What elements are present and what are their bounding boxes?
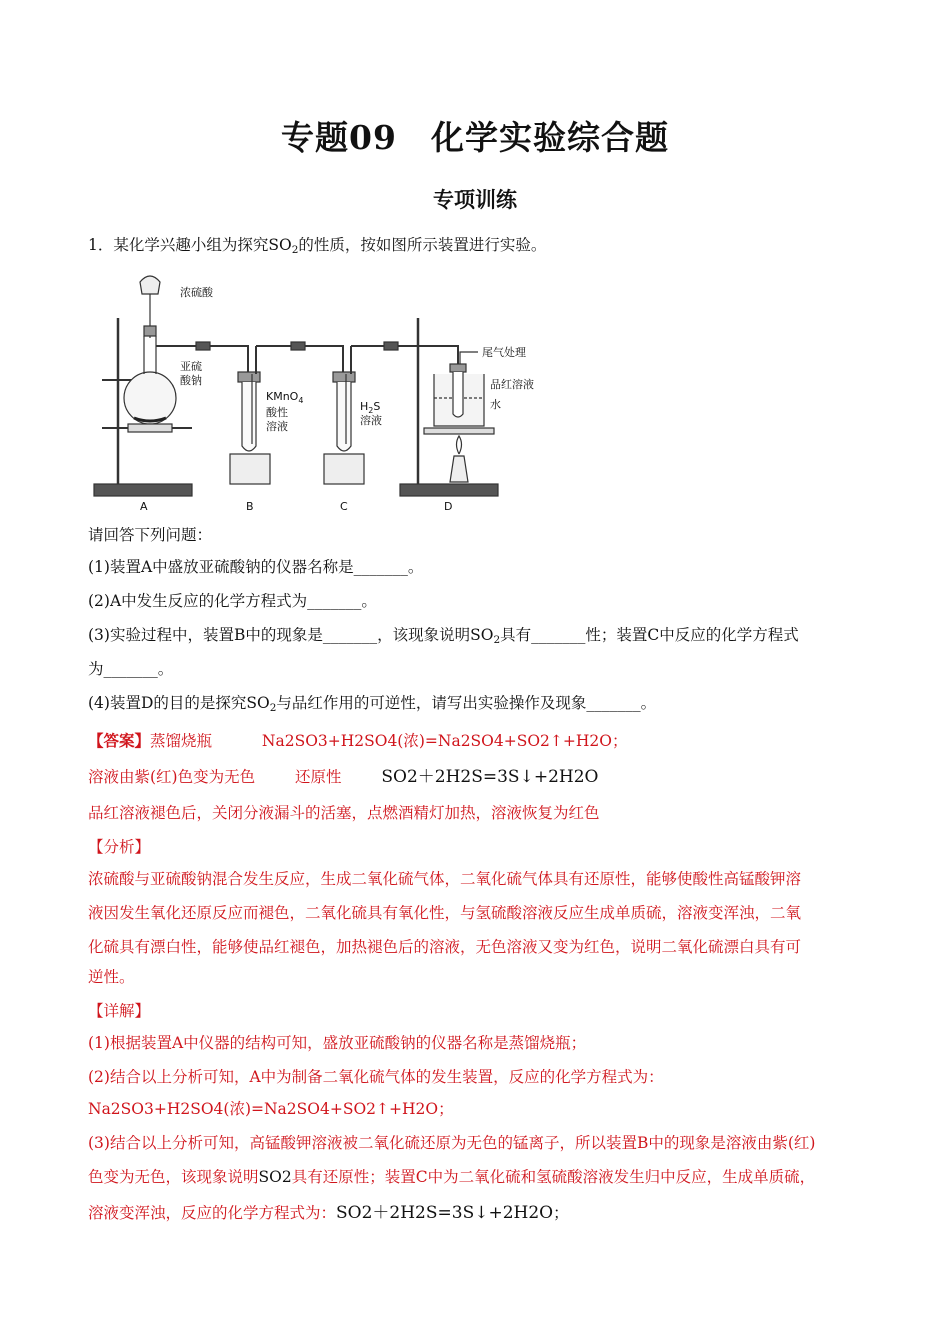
- analysis-line: 化硫具有漂白性，能够使品红褪色，加热褪色后的溶液，无色溶液又变为红色，说明二氧化硫漂白具有可: [88, 938, 802, 956]
- distilling-flask: [124, 372, 176, 424]
- answer-4: 品红溶液褪色后，关闭分液漏斗的活塞，点燃酒精灯加热，溶液恢复为红色: [88, 804, 600, 822]
- detail-3-line-3: [88, 1202, 569, 1224]
- detail-2: (2)结合以上分析可知，A中为制备二氧化硫气体的发生装置，反应的化学方程式为：: [88, 1068, 664, 1086]
- detail-1: (1)根据装置A中仪器的结构可知，盛放亚硫酸钠的仪器名称是蒸馏烧瓶；: [88, 1034, 587, 1052]
- block-b: [230, 454, 270, 484]
- label-pinhong: 品红溶液: [490, 378, 534, 391]
- label-c: C: [340, 500, 348, 513]
- question-3: [88, 624, 799, 651]
- analysis-line: 液因发生氧化还原反应而褪色，二氧化硫具有氧化性，与氢硫酸溶液反应生成单质硫，溶液变浑浊，二氧: [88, 904, 802, 922]
- detail-3-line-1: (3)结合以上分析可知，高锰酸钾溶液被二氧化硫还原为无色的锰离子，所以装置B中的现象是溶液由紫(红): [88, 1134, 816, 1152]
- q3-part-b: 具有_______性；装置C中反应的化学方程式: [500, 626, 799, 644]
- answer-2: Na2SO3+H2SO4(浓)=Na2SO4+SO2↑+H2O；: [261, 732, 628, 750]
- q4-part-b: 与品红作用的可逆性，请写出实验操作及现象_______。: [276, 694, 657, 712]
- alcohol-lamp: [450, 456, 468, 482]
- q3-formula-sub: 2: [493, 634, 501, 646]
- detail-3-3-equation: SO2＋2H2S=3S↓+2H2O: [336, 1203, 554, 1223]
- label-tail-gas: 尾气处理: [482, 346, 526, 359]
- tail-gas-outlet: [460, 352, 478, 364]
- label-water: 水: [490, 398, 501, 411]
- q4-formula-sub: 2: [269, 702, 277, 714]
- answer-line-2: [88, 766, 598, 788]
- detail-tag: 【详解】: [88, 1002, 151, 1020]
- analysis-line: 逆性。: [88, 968, 135, 986]
- label-kmno4-line3: 溶液: [266, 420, 288, 433]
- q3-formula: SO: [470, 626, 494, 644]
- answer-3-equation: SO2＋2H2S=3S↓+2H2O: [381, 767, 599, 787]
- intro-suffix: 的性质，按如图所示装置进行实验。: [298, 236, 547, 254]
- test-tube-c: [337, 382, 351, 451]
- answer-3-property: 还原性: [294, 768, 342, 786]
- label-a: A: [140, 500, 148, 513]
- label-kmno4-line2: 酸性: [266, 406, 288, 419]
- label-b: B: [246, 500, 254, 513]
- q3-part-a: (3)实验过程中，装置B中的现象是_______，该现象说明: [88, 626, 471, 644]
- analysis-line: 浓硫酸与亚硫酸钠混合发生反应，生成二氧化硫气体，二氧化硫气体具有还原性，能够使酸性高锰酸钾溶: [88, 870, 802, 888]
- stand-a-base: [94, 484, 192, 496]
- stopper-d: [450, 364, 466, 372]
- analysis-tag: 【分析】: [88, 838, 151, 856]
- outlet-b: [256, 346, 260, 374]
- tripod-net: [424, 428, 494, 434]
- question-3-cont: 为_______。: [88, 660, 174, 678]
- label-sulfite-line1: 亚硫: [180, 360, 202, 373]
- page-subtitle: 专项训练: [433, 187, 517, 212]
- stopper-a: [144, 326, 156, 336]
- test-tube-b: [242, 382, 256, 451]
- detail-3-3-end: ；: [553, 1204, 569, 1222]
- question-2: (2)A中发生反应的化学方程式为_______。: [88, 592, 377, 610]
- block-c: [324, 454, 364, 484]
- connector-b-c: [291, 342, 305, 350]
- intro-formula-sub: 2: [291, 244, 299, 256]
- detail-3-2b: 具有还原性；装置C中为二氧化硫和氢硫酸溶液发生归中反应，生成单质硫，: [291, 1168, 816, 1186]
- page-title: 专题09 化学实验综合题: [281, 118, 669, 157]
- connector-a-b: [196, 342, 210, 350]
- answer-3-phenomenon: 溶液由紫(红)色变为无色: [88, 768, 256, 786]
- detail-3-2-formula: SO2: [258, 1168, 292, 1186]
- label-h2s-line2: 溶液: [360, 414, 382, 427]
- apparatus-figure: [88, 268, 548, 514]
- connector-c-d: [384, 342, 398, 350]
- answer-tag: 【答案】: [88, 731, 151, 750]
- intro-formula: SO: [268, 236, 292, 254]
- prompt: 请回答下列问题：: [88, 526, 213, 544]
- flame: [457, 436, 462, 454]
- detail-3-2a: 色变为无色，该现象说明: [88, 1168, 259, 1186]
- test-tube-d: [453, 372, 463, 417]
- asbestos-net: [128, 424, 172, 432]
- label-acid: 浓硫酸: [180, 286, 213, 299]
- detail-3-line-2: [88, 1166, 815, 1188]
- intro-prefix: 1．某化学兴趣小组为探究: [88, 236, 269, 254]
- label-kmno4: KMnO$_4$: [266, 390, 304, 405]
- question-intro: [88, 234, 546, 261]
- tube-c-d: [351, 346, 458, 368]
- stand-d-base: [400, 484, 498, 496]
- detail-2-equation: Na2SO3+H2SO4(浓)=Na2SO4+SO2↑+H2O；: [88, 1100, 454, 1118]
- detail-3-3a: 溶液变浑浊，反应的化学方程式为：: [88, 1204, 337, 1222]
- answer-line-1: [88, 730, 627, 752]
- q4-part-a: (4)装置D的目的是探究: [88, 694, 247, 712]
- label-sulfite-line2: 酸钠: [180, 374, 202, 387]
- separatory-funnel: [140, 276, 160, 294]
- q4-formula: SO: [246, 694, 270, 712]
- question-4: [88, 692, 656, 719]
- label-d: D: [444, 500, 453, 513]
- label-h2s: $H_2S$: [360, 400, 381, 415]
- answer-1: 蒸馏烧瓶: [150, 732, 213, 750]
- question-1: (1)装置A中盛放亚硫酸钠的仪器名称是_______。: [88, 558, 424, 576]
